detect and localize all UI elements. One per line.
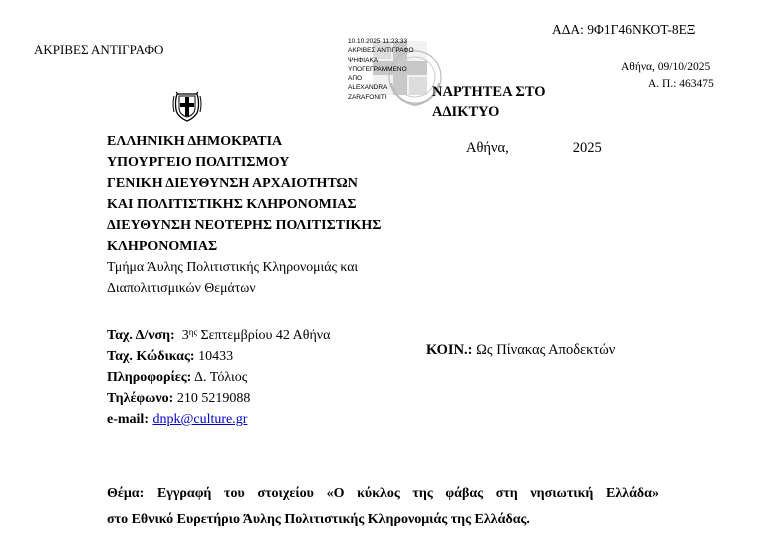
- issuer-line: ΕΛΛΗΝΙΚΗ ΔΗΜΟΚΡΑΤΙΑ: [107, 134, 283, 149]
- ada-number: ΑΔΑ: 9Φ1Γ46ΝΚΟΤ-8ΕΞ: [552, 22, 696, 37]
- protocol-number: Α. Π.: 463475: [648, 78, 714, 90]
- place-and-date: [466, 140, 602, 157]
- issuer-line: ΥΠΟΥΡΓΕΙΟ ΠΟΛΙΤΙΣΜΟΥ: [107, 155, 290, 170]
- issuer-line: ΚΑΙ ΠΟΛΙΤΙΣΤΙΚΗΣ ΚΛΗΡΟΝΟΜΙΑΣ: [107, 197, 357, 212]
- stamp-line: ΥΠΟΓΕΓΡΑΜΜΕΝΟ: [348, 65, 407, 73]
- phone-row: [107, 388, 330, 409]
- address-value: Σεπτεμβρίου 42 Αθήνα: [197, 328, 331, 343]
- phone-value: 210 5219088: [173, 391, 251, 406]
- koin-value: Ως Πίνακας Αποδεκτών: [472, 342, 616, 358]
- address-ordinal: ης: [188, 327, 198, 337]
- address-row: [107, 322, 330, 346]
- postcode-value: 10433: [194, 349, 234, 364]
- department-line: Διαπολιτισμικών Θεμάτων: [107, 279, 256, 295]
- internet-posting-note: [432, 82, 546, 122]
- subject-line: Θέμα: Εγγραφή του στοιχείου «Ο κύκλος της φάβας στη νησιωτική Ελλάδα»: [107, 486, 659, 501]
- posting-line: ΑΔΙΚΤΥΟ: [432, 104, 500, 120]
- address-number: 3: [181, 328, 189, 343]
- subject-line: στο Εθνικό Ευρετήριο Άυλης Πολιτιστικής Κληρονομιάς της Ελλάδας.: [107, 512, 530, 527]
- signature-date: Αθήνα, 09/10/2025: [621, 61, 711, 73]
- info-label: Πληροφορίες:: [107, 370, 192, 385]
- stamp-line: ΑΠΟ: [348, 75, 363, 83]
- greek-coat-of-arms-icon: [170, 88, 204, 122]
- stamp-line: 10.10.2025 11:23:33: [348, 38, 408, 45]
- info-value: Δ. Τόλιος: [191, 370, 248, 385]
- address-label: Ταχ. Δ/νση:: [107, 328, 175, 343]
- phone-label: Τηλέφωνο:: [107, 391, 174, 406]
- issuer-line: ΓΕΝΙΚΗ ΔΙΕΥΘΥΝΣΗ ΑΡΧΑΙΟΤΗΤΩΝ: [107, 176, 358, 191]
- issuer-line: ΚΛΗΡΟΝΟΜΙΑΣ: [107, 239, 218, 254]
- info-row: [107, 367, 330, 388]
- koin-label: ΚΟΙΝ.:: [426, 342, 473, 358]
- stamp-line: ΑΚΡΙΒΕΣ ΑΝΤΙΓΡΑΦΟ: [348, 47, 414, 55]
- stamp-text: [348, 37, 414, 102]
- issuer-line: ΔΙΕΥΘΥΝΣΗ ΝΕΟΤΕΡΗΣ ΠΟΛΙΤΙΣΤΙΚΗΣ: [107, 218, 382, 233]
- posting-line: ΝΑΡΤΗΤΕΑ ΣΤΟ: [432, 84, 546, 100]
- postcode-label: Ταχ. Κώδικας:: [107, 349, 195, 364]
- stamp-line: ZARAFONITI: [348, 93, 387, 101]
- recipients-note: [426, 342, 615, 359]
- stamp-line: ΨΗΦΙΑΚΑ: [348, 56, 379, 64]
- department-line: Τμήμα Άυλης Πολιτιστικής Κληρονομιάς και: [107, 259, 359, 274]
- email-row: [107, 409, 330, 430]
- email-link[interactable]: dnpk@culture.gr: [152, 412, 248, 427]
- year: 2025: [572, 140, 602, 156]
- subject-block: [107, 481, 659, 533]
- department-block: [107, 257, 358, 298]
- certified-copy-label: ΑΚΡΙΒΕΣ ΑΝΤΙΓΡΑΦΟ: [34, 42, 164, 57]
- contact-block: [107, 322, 330, 430]
- email-label: e-mail:: [107, 412, 149, 427]
- issuer-block: [107, 131, 381, 257]
- postcode-row: [107, 346, 330, 367]
- place: Αθήνα,: [466, 140, 509, 156]
- stamp-line: ALEXANDRA: [348, 84, 388, 92]
